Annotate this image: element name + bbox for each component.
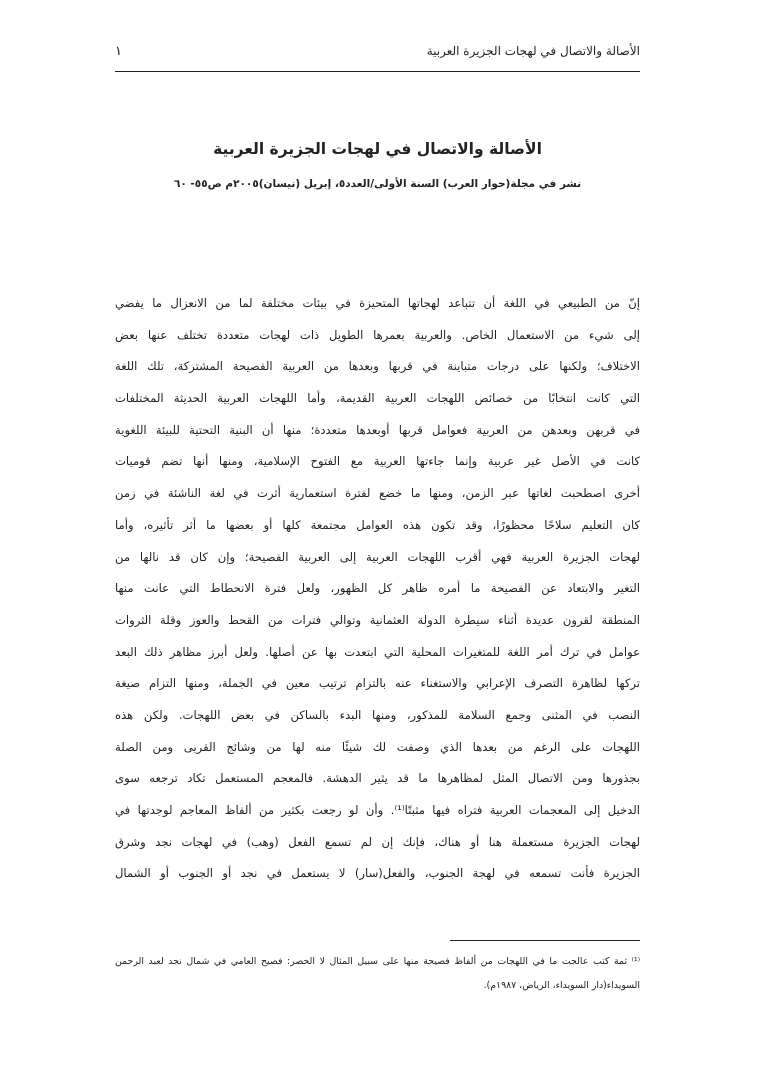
body-line: بجذورها ومن الاتصال المثل لمظاهرها ما قد يثير الدهشة. فالمعجم المستعمل تكاد ترجعه سوى: [115, 771, 640, 786]
body-line: إنّ من الطبيعي في اللغة أن تتباعد لهجاتها المتحيزة في بيئات مختلفة لما من الانعزال ما يفضي: [115, 296, 640, 310]
body-line: في قربهن وبعدهن من العربية فعوامل قربها أوبعدها متعددة؛ منها أن البنية التحتية للبيئة اللغوية: [115, 422, 640, 437]
body-line: المنطقة لقرون عديدة أثناء سيطرة الدولة العثمانية وتوالي فترات من القحط والعوز وقلة الثروات: [115, 612, 640, 627]
body-line: لهجات الجزيرة العربية فهي أقرب اللهجات العربية إلى العربية الفصيحة؛ وإن كان قد نالها من: [115, 549, 640, 564]
body-line: تركها لظاهرة التصرف الإعرابي والاستغناء عنه بالتزام ترتيب معين في الجملة، ومنها التزام صيغة: [115, 676, 640, 691]
body-line: لهجات الجزيرة مستعملة هنا أو هناك، فإنك إن لم تسمع الفعل (وهب) في لهجات نجد وشرق: [115, 834, 640, 849]
body-line: كان التعليم سلاحًا محظورًا، وقد تكون هذه العوامل مجتمعة كلها أو بعضها ما أثر تأثيره، وأما: [115, 517, 640, 532]
body-line: الجزيرة فأنت تسمعه في لهجة الجنوب، والفعل(سار) لا يستعمل في نجد أو الجنوب أو الشمال: [115, 866, 640, 881]
body-paragraph: [115, 288, 640, 890]
footnote-line: السويداء(دار السويداء، الرياض، ١٩٨٧م).: [483, 980, 640, 991]
body-line: الاختلاف؛ ولكنها على درجات متباينة في قربها وبعدها من العربية الفصيحة المشتركة، تلك اللغة: [115, 359, 640, 374]
body-line: إلى شيء من الاستعمال الخاص. والعربية بعمرها الطويل ذات لهجات متعددة تختلف عنها بعض: [115, 327, 640, 342]
page-number: ١: [115, 44, 122, 59]
publication-note: نشر في مجلة(حوار العرب) السنة الأولى/العدد٥، إبريل (نيسان)٢٠٠٥م ص٥٥- ٦٠: [173, 178, 582, 190]
running-header: [115, 44, 640, 70]
body-line: التي كانت انتخابًا من خصائص اللهجات العربية القديمة، وأما اللهجات العربية الحديثة المختلفات: [115, 391, 640, 406]
footnote-divider: [450, 940, 640, 941]
body-line: أخرى اصطحبت لغاتها عبر الزمن، ومنها ما خضع لفترة استعمارية أثرت في لغة الناشئة في زمن: [115, 486, 640, 501]
body-line: كانت في الأصل غير عربية وإنما جاءتها العربية مع الفتوح الإسلامية، ومنها أنها تضم قوميات: [115, 454, 640, 469]
body-line: اللهجات على الرغم من بعدها الذي وصفت لك شيئًا منه لها من وشائج القربى ومن الصلة: [115, 739, 640, 754]
document-title: الأصالة والاتصال في لهجات الجزيرة العربية: [213, 140, 542, 158]
header-divider: [115, 71, 640, 72]
footnote-line: ⁽¹⁾ ثمة كتب عالجت ما في اللهجات من ألفاظ فصيحة منها على سبيل المثال لا الحصر: فصيح العامي في شمال نجد لعبد الرحمن: [115, 956, 640, 967]
footnote: [115, 950, 640, 998]
body-line: التغير والابتعاد عن الفصيحة ما أمره ظاهر كل الظهور، ولعل فترة الانحطاط التي عانت منها: [115, 581, 640, 596]
body-line: النصب في المثنى وجمع السلامة للمذكور، ومنها البدء بالساكن في بعض اللهجات. ولكن هذه: [115, 707, 640, 722]
running-title: الأصالة والاتصال في لهجات الجزيرة العربية: [426, 44, 640, 58]
body-line: عوامل في ترك أمر اللغة للمتغيرات المحلية التي ابتعدت بها عن أصلها. ولعل أبرز مظاهر ذلك البعد: [115, 644, 640, 659]
body-line: الدخيل إلى المعجمات العربية فتراه فيها مثبتًا⁽¹⁾. وأن لو رجعت بكثير من ألفاظ المعاجم لوجدتها في: [115, 803, 640, 817]
